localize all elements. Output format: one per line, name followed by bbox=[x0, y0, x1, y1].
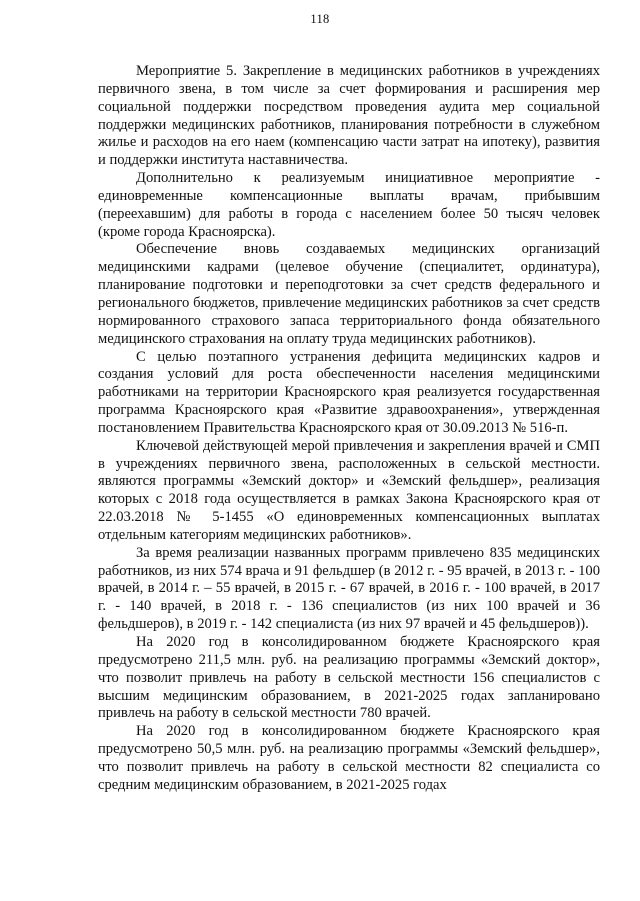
paragraph-compensation-payments: Дополнительно к реализуемым инициативное мероприятие - единовременные компенсационные выплаты врачам, прибывшим (переехавшим) для работы в города с населением более 50 тысяч человек (кроме города Красноярска). bbox=[98, 170, 600, 240]
paragraph-zemsky-feldsher-budget: На 2020 год в консолидированном бюджете Красноярского края предусмотрено 50,5 млн. руб. на реализацию программы «Земский фельдшер», что позволит привлечь на работу в сельской местности 82 специалиста со средним медицинским образованием, в 2021-2025 годах bbox=[98, 723, 600, 793]
paragraph-state-program: С целью поэтапного устранения дефицита медицинских кадров и создания условий для роста обеспеченности населения медицинскими работниками на территории Красноярского края реализуется государственная программа Красноярского края «Развитие здравоохранения», утвержденная постановлением Правительства Красноярского края от 30.09.2013 № 516-п. bbox=[98, 348, 600, 436]
document-body bbox=[98, 63, 600, 795]
paragraph-recruitment-stats: За время реализации названных программ привлечено 835 медицинских работников, из них 574 врача и 91 фельдшер (в 2012 г. - 95 врачей, в 2013 г. - 100 врачей, в 2014 г. – 55 врачей, в 2015 г. - 67 врачей, в 2016 г. - 100 врачей, в 2017 г. - 140 врачей, в 2018 г. - 136 специалистов (из них 100 врачей и 36 фельдшеров), в 2019 г. - 142 специалиста (из них 97 врачей и 45 фельдшеров)). bbox=[98, 544, 600, 633]
paragraph-measure-5: Мероприятие 5. Закрепление в медицинских работников в учреждениях первичного звена, в том числе за счет формирования и расширения мер социальной поддержки посредством проведения аудита мер социальной поддержки медицинских работников, планирования потребности в служебном жилье и расходов на его наем (компенсацию части затрат на ипотеку), развития и поддержки института наставничества. bbox=[98, 63, 600, 169]
page-number: 118 bbox=[310, 12, 330, 26]
paragraph-zemsky-doctor-budget: На 2020 год в консолидированном бюджете Красноярского края предусмотрено 211,5 млн. руб. на реализацию программы «Земский доктор», что позволит привлечь на работу в сельской местности 156 специалистов с высшим медицинским образованием, в 2021-2025 годах запланировано привлечь на работу в сельской местности 780 врачей. bbox=[98, 634, 600, 722]
paragraph-staffing: Обеспечение вновь создаваемых медицинских организаций медицинскими кадрами (целевое обучение (специалитет, ординатура), планирование подготовки и переподготовки за счет средств федерального и регионального бюджетов, привлечение медицинских работников за счет средств нормированного страхового запаса территориального фонда обязательного медицинского страхования на оплату труда медицинских работников). bbox=[98, 241, 600, 347]
paragraph-zemsky-programs: Ключевой действующей мерой привлечения и закрепления врачей и СМП в учреждениях первичного звена, расположенных в сельской местности. являются программы «Земский доктор» и «Земский фельдшер», реализация которых с 2018 года осуществляется в рамках Закона Красноярского края от 22.03.2018 № 5-1455 «О единовременных компенсационных выплатах отдельным категориям медицинских работников». bbox=[98, 437, 600, 543]
